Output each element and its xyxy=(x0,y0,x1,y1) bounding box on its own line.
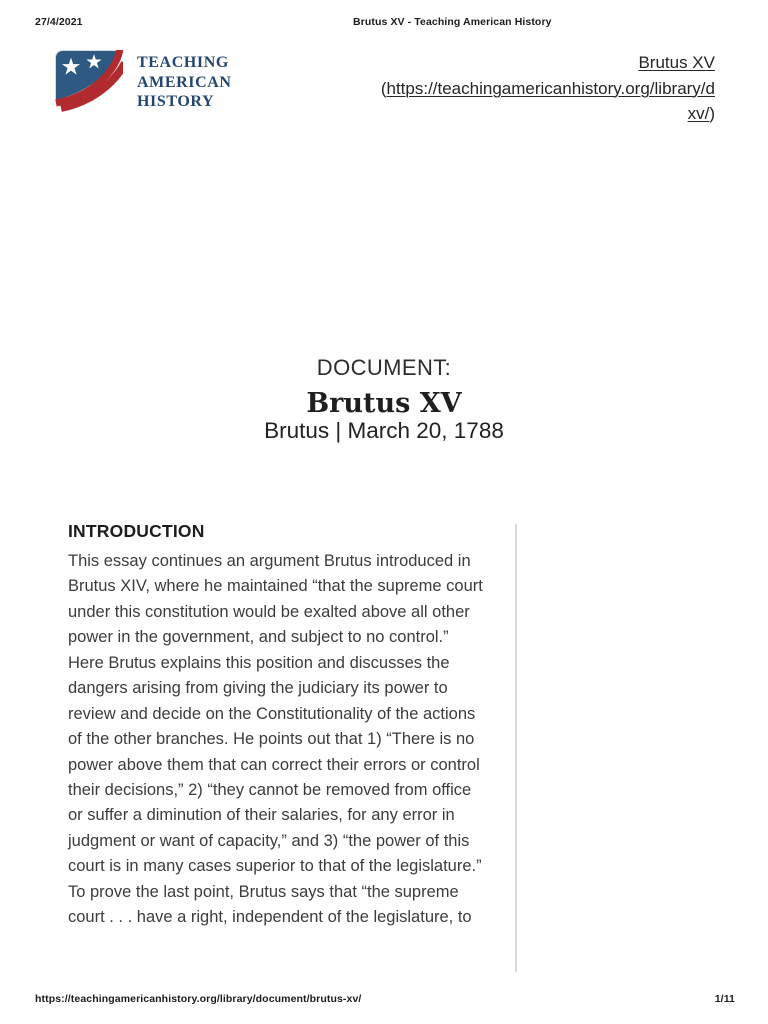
document-title: Brutus XV xyxy=(306,388,462,419)
paragraph-line: To prove the last point, Brutus says that “the supreme xyxy=(68,882,459,901)
source-link[interactable] xyxy=(381,50,715,127)
site-logo-text xyxy=(137,53,232,112)
paragraph-line: or suffer a diminution of their salaries, for any error in xyxy=(68,806,455,825)
flag-logo-icon xyxy=(55,50,123,116)
introduction-paragraph xyxy=(68,549,483,931)
source-link-url-continued[interactable]: xv/ xyxy=(687,104,710,123)
paragraph-line: of the other branches. He points out that 1) “There is no xyxy=(68,730,475,749)
paragraph-line: power above them that can correct their errors or control xyxy=(68,755,480,774)
source-link-url[interactable]: https://teachingamericanhistory.org/library/d xyxy=(386,78,715,98)
print-footer-url: https://teachingamericanhistory.org/library/document/brutus-xv/ xyxy=(35,993,362,1005)
paragraph-line: Brutus XIV, where he maintained “that the supreme court xyxy=(68,577,483,596)
print-date: 27/4/2021 xyxy=(35,16,83,28)
paragraph-line: court is in many cases superior to that of the legislature.” xyxy=(68,857,482,876)
source-link-line xyxy=(381,76,715,102)
print-page-title: Brutus XV - Teaching American History xyxy=(353,16,552,28)
source-link-line xyxy=(381,101,715,127)
document-byline: Brutus | March 20, 1788 xyxy=(264,418,504,443)
paragraph-line: court . . . have a right, independent of the legislature, to xyxy=(68,908,472,927)
paragraph-line: dangers arising from giving the judiciary its power to xyxy=(68,679,448,698)
logo-text-line: HISTORY xyxy=(137,93,215,110)
section-heading: INTRODUCTION xyxy=(68,521,205,541)
paragraph-line: under this constitution would be exalted above all other xyxy=(68,602,470,621)
logo-text-line: TEACHING xyxy=(137,54,229,71)
site-logo[interactable] xyxy=(55,50,232,116)
paragraph-line: judgment or want of capacity,” and 3) “the power of this xyxy=(68,831,470,850)
paren-open: ( xyxy=(380,78,387,98)
paragraph-line: Here Brutus explains this position and discusses the xyxy=(68,653,450,672)
paragraph-line: This essay continues an argument Brutus introduced in xyxy=(68,552,471,570)
source-link-title[interactable]: Brutus XV xyxy=(638,53,715,72)
paragraph-line: their decisions,” 2) “they cannot be removed from office xyxy=(68,780,472,799)
paragraph-line: review and decide on the Constitutionality of the actions xyxy=(68,704,476,723)
print-page-indicator: 1/11 xyxy=(714,993,735,1005)
vertical-divider xyxy=(515,524,517,972)
source-link-line xyxy=(381,50,715,76)
document-kicker: DOCUMENT: xyxy=(316,355,452,380)
paragraph-line: power in the government, and subject to no control.” xyxy=(68,628,449,647)
paren-close: ) xyxy=(709,104,715,123)
logo-text-line: AMERICAN xyxy=(137,73,232,91)
